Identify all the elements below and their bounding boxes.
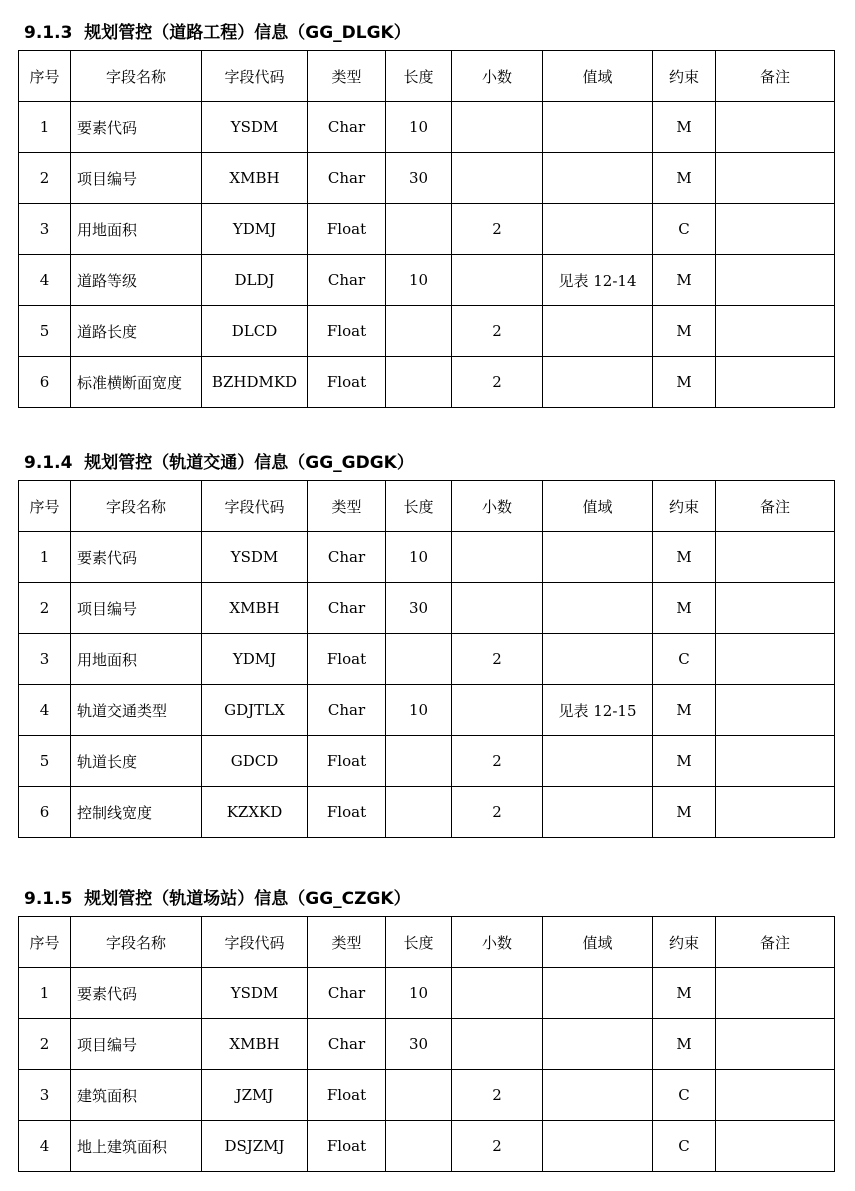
cell-field-name: 用地面积 <box>71 634 202 685</box>
cell-constraint: M <box>653 685 716 736</box>
column-header: 值域 <box>543 917 653 968</box>
cell-seq: 6 <box>19 357 71 408</box>
cell-seq: 3 <box>19 204 71 255</box>
cell-remark <box>716 685 835 736</box>
section-title: 规划管控（道路工程）信息（GG_DLGK） <box>84 23 411 43</box>
column-header: 备注 <box>716 917 835 968</box>
cell-domain: 见表 12-14 <box>543 255 653 306</box>
section-number: 9.1.5 <box>24 889 73 909</box>
cell-constraint: C <box>653 1121 716 1172</box>
cell-domain <box>543 102 653 153</box>
cell-domain <box>543 204 653 255</box>
cell-type: Char <box>308 532 386 583</box>
column-header: 长度 <box>386 51 452 102</box>
cell-remark <box>716 736 835 787</box>
cell-decimal <box>452 153 543 204</box>
cell-remark <box>716 787 835 838</box>
cell-type: Float <box>308 306 386 357</box>
cell-type: Char <box>308 153 386 204</box>
cell-decimal: 2 <box>452 736 543 787</box>
column-header: 小数 <box>452 917 543 968</box>
cell-field-code: JZMJ <box>202 1070 308 1121</box>
cell-constraint: C <box>653 634 716 685</box>
column-header: 小数 <box>452 481 543 532</box>
header-row <box>19 481 835 532</box>
section-title: 规划管控（轨道场站）信息（GG_CZGK） <box>84 889 411 909</box>
column-header: 值域 <box>543 51 653 102</box>
cell-domain <box>543 634 653 685</box>
cell-seq: 1 <box>19 102 71 153</box>
section-heading <box>24 18 411 43</box>
cell-seq: 2 <box>19 153 71 204</box>
column-header: 类型 <box>308 481 386 532</box>
cell-remark <box>716 583 835 634</box>
column-header: 小数 <box>452 51 543 102</box>
cell-seq: 3 <box>19 1070 71 1121</box>
cell-field-code: DLCD <box>202 306 308 357</box>
cell-type: Char <box>308 1019 386 1070</box>
cell-domain <box>543 1070 653 1121</box>
cell-field-code: XMBH <box>202 583 308 634</box>
cell-seq: 1 <box>19 968 71 1019</box>
table-row <box>19 306 835 357</box>
cell-type: Char <box>308 255 386 306</box>
cell-field-name: 要素代码 <box>71 968 202 1019</box>
cell-decimal: 2 <box>452 204 543 255</box>
cell-type: Char <box>308 968 386 1019</box>
cell-length <box>386 357 452 408</box>
cell-type: Float <box>308 1070 386 1121</box>
cell-decimal: 2 <box>452 306 543 357</box>
cell-type: Float <box>308 204 386 255</box>
cell-seq: 2 <box>19 583 71 634</box>
column-header: 类型 <box>308 917 386 968</box>
cell-length <box>386 634 452 685</box>
section-heading <box>24 884 411 909</box>
table-row <box>19 634 835 685</box>
cell-constraint: C <box>653 204 716 255</box>
cell-field-name: 项目编号 <box>71 583 202 634</box>
cell-field-name: 道路长度 <box>71 306 202 357</box>
cell-decimal <box>452 685 543 736</box>
field-table <box>18 50 835 408</box>
cell-constraint: M <box>653 255 716 306</box>
cell-remark <box>716 102 835 153</box>
cell-domain <box>543 1121 653 1172</box>
cell-constraint: C <box>653 1070 716 1121</box>
cell-domain <box>543 153 653 204</box>
cell-length: 30 <box>386 153 452 204</box>
cell-field-name: 建筑面积 <box>71 1070 202 1121</box>
cell-length: 10 <box>386 968 452 1019</box>
field-table <box>18 916 835 1172</box>
cell-domain <box>543 357 653 408</box>
cell-seq: 2 <box>19 1019 71 1070</box>
section-number: 9.1.4 <box>24 453 73 473</box>
cell-constraint: M <box>653 153 716 204</box>
cell-field-code: XMBH <box>202 153 308 204</box>
cell-seq: 4 <box>19 1121 71 1172</box>
cell-seq: 5 <box>19 306 71 357</box>
cell-field-name: 项目编号 <box>71 1019 202 1070</box>
section-number: 9.1.3 <box>24 23 73 43</box>
cell-decimal: 2 <box>452 1070 543 1121</box>
cell-remark <box>716 968 835 1019</box>
cell-length: 10 <box>386 532 452 583</box>
column-header: 序号 <box>19 481 71 532</box>
cell-field-name: 轨道交通类型 <box>71 685 202 736</box>
column-header: 长度 <box>386 917 452 968</box>
cell-decimal <box>452 532 543 583</box>
cell-constraint: M <box>653 736 716 787</box>
cell-length <box>386 736 452 787</box>
cell-seq: 4 <box>19 255 71 306</box>
cell-length: 10 <box>386 102 452 153</box>
cell-constraint: M <box>653 532 716 583</box>
cell-field-code: DLDJ <box>202 255 308 306</box>
cell-domain <box>543 787 653 838</box>
table-row <box>19 1019 835 1070</box>
cell-domain <box>543 968 653 1019</box>
section-title: 规划管控（轨道交通）信息（GG_GDGK） <box>84 453 414 473</box>
cell-field-code: YDMJ <box>202 634 308 685</box>
cell-seq: 6 <box>19 787 71 838</box>
cell-type: Float <box>308 1121 386 1172</box>
cell-type: Float <box>308 357 386 408</box>
cell-domain <box>543 736 653 787</box>
cell-field-name: 项目编号 <box>71 153 202 204</box>
section-heading <box>24 448 414 473</box>
cell-decimal <box>452 102 543 153</box>
cell-length <box>386 306 452 357</box>
table-row <box>19 685 835 736</box>
cell-decimal: 2 <box>452 634 543 685</box>
table-row <box>19 153 835 204</box>
cell-type: Char <box>308 583 386 634</box>
cell-decimal <box>452 583 543 634</box>
column-header: 长度 <box>386 481 452 532</box>
column-header: 备注 <box>716 481 835 532</box>
cell-field-code: YSDM <box>202 532 308 583</box>
column-header: 字段名称 <box>71 481 202 532</box>
cell-length <box>386 204 452 255</box>
cell-decimal <box>452 1019 543 1070</box>
cell-seq: 1 <box>19 532 71 583</box>
cell-field-code: KZXKD <box>202 787 308 838</box>
table-row <box>19 583 835 634</box>
column-header: 序号 <box>19 917 71 968</box>
cell-field-code: YDMJ <box>202 204 308 255</box>
cell-constraint: M <box>653 968 716 1019</box>
cell-seq: 3 <box>19 634 71 685</box>
cell-length: 10 <box>386 685 452 736</box>
cell-decimal <box>452 968 543 1019</box>
column-header: 值域 <box>543 481 653 532</box>
header-row <box>19 917 835 968</box>
table-row <box>19 1070 835 1121</box>
cell-remark <box>716 204 835 255</box>
cell-remark <box>716 532 835 583</box>
cell-seq: 4 <box>19 685 71 736</box>
cell-length: 10 <box>386 255 452 306</box>
cell-field-name: 控制线宽度 <box>71 787 202 838</box>
cell-constraint: M <box>653 787 716 838</box>
cell-length <box>386 1070 452 1121</box>
column-header: 字段名称 <box>71 917 202 968</box>
cell-remark <box>716 1121 835 1172</box>
cell-domain <box>543 1019 653 1070</box>
cell-constraint: M <box>653 306 716 357</box>
table-row <box>19 532 835 583</box>
cell-field-name: 道路等级 <box>71 255 202 306</box>
cell-domain <box>543 306 653 357</box>
cell-domain <box>543 583 653 634</box>
cell-length <box>386 1121 452 1172</box>
table-row <box>19 787 835 838</box>
column-header: 字段代码 <box>202 51 308 102</box>
column-header: 类型 <box>308 51 386 102</box>
cell-decimal: 2 <box>452 1121 543 1172</box>
column-header: 备注 <box>716 51 835 102</box>
cell-field-name: 标准横断面宽度 <box>71 357 202 408</box>
table-row <box>19 204 835 255</box>
table-row <box>19 736 835 787</box>
cell-field-code: GDCD <box>202 736 308 787</box>
cell-type: Float <box>308 736 386 787</box>
cell-type: Float <box>308 787 386 838</box>
cell-field-code: YSDM <box>202 968 308 1019</box>
cell-field-name: 地上建筑面积 <box>71 1121 202 1172</box>
column-header: 约束 <box>653 917 716 968</box>
cell-decimal: 2 <box>452 357 543 408</box>
cell-remark <box>716 255 835 306</box>
column-header: 字段代码 <box>202 481 308 532</box>
column-header: 约束 <box>653 51 716 102</box>
cell-domain: 见表 12-15 <box>543 685 653 736</box>
table-row <box>19 357 835 408</box>
table-row <box>19 968 835 1019</box>
cell-type: Char <box>308 685 386 736</box>
column-header: 序号 <box>19 51 71 102</box>
cell-type: Char <box>308 102 386 153</box>
table-row <box>19 1121 835 1172</box>
cell-field-name: 要素代码 <box>71 102 202 153</box>
cell-seq: 5 <box>19 736 71 787</box>
cell-length: 30 <box>386 1019 452 1070</box>
cell-field-code: XMBH <box>202 1019 308 1070</box>
cell-remark <box>716 357 835 408</box>
cell-length <box>386 787 452 838</box>
header-row <box>19 51 835 102</box>
cell-constraint: M <box>653 1019 716 1070</box>
cell-type: Float <box>308 634 386 685</box>
column-header: 约束 <box>653 481 716 532</box>
cell-length: 30 <box>386 583 452 634</box>
field-table <box>18 480 835 838</box>
cell-field-name: 要素代码 <box>71 532 202 583</box>
column-header: 字段名称 <box>71 51 202 102</box>
cell-remark <box>716 1070 835 1121</box>
cell-field-name: 轨道长度 <box>71 736 202 787</box>
cell-remark <box>716 1019 835 1070</box>
cell-domain <box>543 532 653 583</box>
cell-field-code: DSJZMJ <box>202 1121 308 1172</box>
cell-remark <box>716 153 835 204</box>
cell-decimal: 2 <box>452 787 543 838</box>
cell-remark <box>716 306 835 357</box>
table-row <box>19 102 835 153</box>
table-row <box>19 255 835 306</box>
cell-decimal <box>452 255 543 306</box>
cell-field-name: 用地面积 <box>71 204 202 255</box>
cell-constraint: M <box>653 583 716 634</box>
cell-constraint: M <box>653 357 716 408</box>
cell-constraint: M <box>653 102 716 153</box>
cell-field-code: YSDM <box>202 102 308 153</box>
column-header: 字段代码 <box>202 917 308 968</box>
cell-field-code: BZHDMKD <box>202 357 308 408</box>
cell-remark <box>716 634 835 685</box>
cell-field-code: GDJTLX <box>202 685 308 736</box>
